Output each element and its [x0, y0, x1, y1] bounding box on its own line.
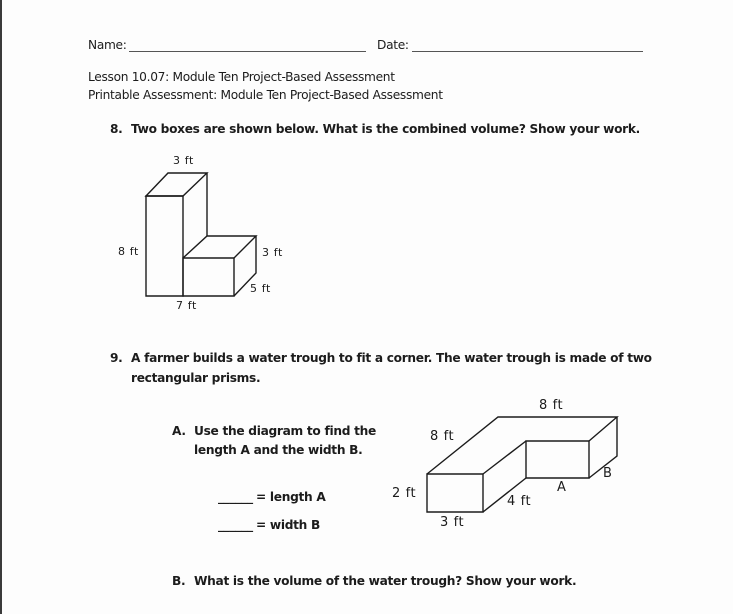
part-a-letter: A. — [172, 424, 186, 438]
label-tall-height: 8 ft — [118, 245, 139, 258]
q8-number: 8. — [110, 122, 123, 136]
width-b-blank[interactable]: ______ — [218, 518, 253, 532]
name-label: Name: — [88, 38, 127, 52]
length-a-blank[interactable]: ______ — [218, 490, 253, 504]
label-short-height: 3 ft — [262, 246, 283, 259]
trough-front-face — [427, 474, 483, 512]
label-length-a: A — [557, 480, 567, 495]
trough-right-arm-front-face — [526, 441, 589, 478]
q9-number: 9. — [110, 351, 123, 365]
q8-text: Two boxes are shown below. What is the combined volume? Show your work. — [131, 122, 640, 136]
label-depth: 5 ft — [250, 282, 271, 295]
width-b-label: = width B — [256, 518, 320, 532]
q9-text-line1: A farmer builds a water trough to fit a corner. The water trough is made of two — [131, 351, 652, 365]
q9-text-line2: rectangular prisms. — [131, 371, 261, 385]
label-width-b: B — [603, 466, 613, 481]
part-a-line2: length A and the width B. — [194, 443, 363, 457]
assessment-title: Printable Assessment: Module Ten Project-Based Assessment — [88, 88, 443, 102]
date-label: Date: — [377, 38, 409, 52]
length-a-label: = length A — [256, 490, 326, 504]
label-depth-4ft: 4 ft — [507, 494, 532, 509]
label-top-left-length: 8 ft — [430, 429, 455, 444]
part-a-line1: Use the diagram to find the — [194, 424, 376, 438]
part-b-text: What is the volume of the water trough? Show your work. — [194, 574, 577, 588]
part-b-letter: B. — [172, 574, 186, 588]
label-bottom-length: 7 ft — [176, 299, 197, 312]
label-height: 2 ft — [392, 486, 417, 501]
label-front-width: 3 ft — [440, 515, 465, 530]
label-top-width: 3 ft — [173, 154, 194, 167]
trough-top-inner-edge — [483, 441, 526, 474]
lesson-title: Lesson 10.07: Module Ten Project-Based Assessment — [88, 70, 395, 84]
label-top-right-length: 8 ft — [539, 398, 564, 413]
